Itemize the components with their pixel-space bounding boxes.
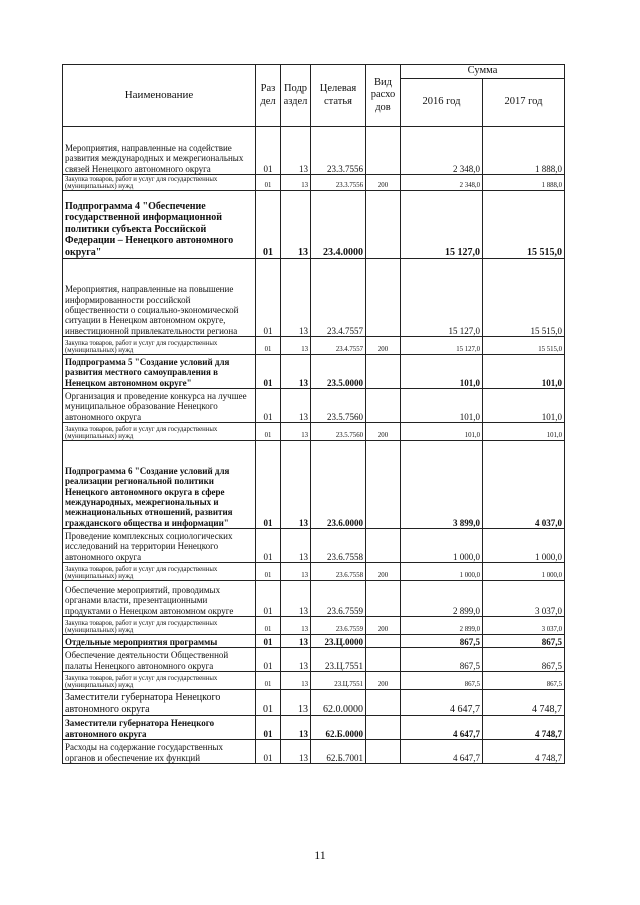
row-name: Закупка товаров, работ и услуг для государственных (муниципальных) нужд bbox=[63, 563, 256, 581]
row-value-2017: 4 748,7 bbox=[483, 740, 565, 764]
row-target: 23.3.7556 bbox=[311, 175, 366, 191]
row-razdel: 01 bbox=[256, 716, 281, 740]
row-podrazdel: 13 bbox=[281, 581, 311, 617]
row-value-2017: 101,0 bbox=[483, 423, 565, 441]
row-value-2017: 867,5 bbox=[483, 672, 565, 690]
row-podrazdel: 13 bbox=[281, 355, 311, 389]
row-value-2016: 4 647,7 bbox=[401, 740, 483, 764]
row-vid bbox=[366, 441, 401, 529]
table-row bbox=[63, 635, 565, 648]
row-value-2016: 15 127,0 bbox=[401, 191, 483, 259]
table-row bbox=[63, 423, 565, 441]
table-row bbox=[63, 389, 565, 423]
row-value-2017: 101,0 bbox=[483, 389, 565, 423]
row-name: Мероприятия, направленные на содействие развития международных и межрегиональных связей Ненецкого автономного округа bbox=[63, 127, 256, 175]
row-vid bbox=[366, 529, 401, 563]
row-razdel: 01 bbox=[256, 635, 281, 648]
row-target: 62.0.0000 bbox=[311, 690, 366, 716]
row-podrazdel: 13 bbox=[281, 175, 311, 191]
row-target: 23.Ц.0000 bbox=[311, 635, 366, 648]
row-value-2016: 4 647,7 bbox=[401, 716, 483, 740]
row-target: 23.4.7557 bbox=[311, 259, 366, 337]
row-podrazdel: 13 bbox=[281, 648, 311, 672]
row-name: Закупка товаров, работ и услуг для государственных (муниципальных) нужд bbox=[63, 672, 256, 690]
row-value-2016: 101,0 bbox=[401, 389, 483, 423]
row-value-2016: 1 000,0 bbox=[401, 529, 483, 563]
row-razdel: 01 bbox=[256, 127, 281, 175]
row-target: 23.6.7558 bbox=[311, 563, 366, 581]
row-value-2016: 867,5 bbox=[401, 648, 483, 672]
row-value-2016: 2 348,0 bbox=[401, 127, 483, 175]
row-value-2016: 15 127,0 bbox=[401, 259, 483, 337]
row-razdel: 01 bbox=[256, 672, 281, 690]
row-value-2017: 867,5 bbox=[483, 635, 565, 648]
row-value-2017: 1 888,0 bbox=[483, 127, 565, 175]
row-name: Подпрограмма 4 "Обеспечение государственной информационной политики субъекта Российской Федерации – Ненецкого автономного округа" bbox=[63, 191, 256, 259]
row-value-2017: 867,5 bbox=[483, 648, 565, 672]
row-vid bbox=[366, 690, 401, 716]
row-name: Заместители губернатора Ненецкого автономного округа bbox=[63, 716, 256, 740]
row-podrazdel: 13 bbox=[281, 690, 311, 716]
row-razdel: 01 bbox=[256, 355, 281, 389]
row-name: Обеспечение мероприятий, проводимых органами власти, презентационными продуктами о Ненецком автономном округе bbox=[63, 581, 256, 617]
row-value-2017: 3 037,0 bbox=[483, 581, 565, 617]
row-podrazdel: 13 bbox=[281, 191, 311, 259]
row-target: 23.Ц.7551 bbox=[311, 648, 366, 672]
row-name: Закупка товаров, работ и услуг для государственных (муниципальных) нужд bbox=[63, 175, 256, 191]
row-name: Закупка товаров, работ и услуг для государственных (муниципальных) нужд bbox=[63, 337, 256, 355]
row-razdel: 01 bbox=[256, 175, 281, 191]
row-podrazdel: 13 bbox=[281, 389, 311, 423]
header-target: Целевая статья bbox=[311, 65, 366, 127]
table-row bbox=[63, 175, 565, 191]
header-razdel: Раз дел bbox=[256, 65, 281, 127]
table-row bbox=[63, 740, 565, 764]
row-razdel: 01 bbox=[256, 617, 281, 635]
row-razdel: 01 bbox=[256, 648, 281, 672]
row-target: 23.Ц.7551 bbox=[311, 672, 366, 690]
row-target: 23.4.0000 bbox=[311, 191, 366, 259]
row-podrazdel: 13 bbox=[281, 635, 311, 648]
row-value-2017: 4 748,7 bbox=[483, 716, 565, 740]
table-row bbox=[63, 617, 565, 635]
header-2017: 2017 год bbox=[483, 79, 565, 127]
row-vid: 200 bbox=[366, 175, 401, 191]
row-name: Закупка товаров, работ и услуг для государственных (муниципальных) нужд bbox=[63, 617, 256, 635]
row-vid: 200 bbox=[366, 563, 401, 581]
header-sum: Сумма bbox=[401, 65, 565, 79]
row-razdel: 01 bbox=[256, 563, 281, 581]
row-value-2016: 4 647,7 bbox=[401, 690, 483, 716]
row-target: 23.4.7557 bbox=[311, 337, 366, 355]
row-value-2016: 101,0 bbox=[401, 423, 483, 441]
table-row bbox=[63, 355, 565, 389]
row-vid: 200 bbox=[366, 423, 401, 441]
row-razdel: 01 bbox=[256, 690, 281, 716]
row-razdel: 01 bbox=[256, 423, 281, 441]
row-razdel: 01 bbox=[256, 337, 281, 355]
header-podrazdel: Подр аздел bbox=[281, 65, 311, 127]
row-value-2016: 101,0 bbox=[401, 355, 483, 389]
row-vid bbox=[366, 740, 401, 764]
row-value-2017: 15 515,0 bbox=[483, 191, 565, 259]
row-vid: 200 bbox=[366, 337, 401, 355]
row-value-2016: 2 348,0 bbox=[401, 175, 483, 191]
row-target: 23.5.0000 bbox=[311, 355, 366, 389]
row-value-2016: 867,5 bbox=[401, 672, 483, 690]
row-vid bbox=[366, 191, 401, 259]
row-value-2017: 15 515,0 bbox=[483, 259, 565, 337]
row-value-2017: 4 037,0 bbox=[483, 441, 565, 529]
row-vid bbox=[366, 259, 401, 337]
table-row bbox=[63, 529, 565, 563]
row-value-2016: 1 000,0 bbox=[401, 563, 483, 581]
row-value-2016: 15 127,0 bbox=[401, 337, 483, 355]
row-podrazdel: 13 bbox=[281, 740, 311, 764]
row-target: 23.5.7560 bbox=[311, 423, 366, 441]
row-podrazdel: 13 bbox=[281, 441, 311, 529]
row-razdel: 01 bbox=[256, 529, 281, 563]
row-name: Закупка товаров, работ и услуг для государственных (муниципальных) нужд bbox=[63, 423, 256, 441]
row-target: 23.3.7556 bbox=[311, 127, 366, 175]
table-row bbox=[63, 441, 565, 529]
table-body bbox=[63, 127, 565, 764]
table-row bbox=[63, 672, 565, 690]
table-row bbox=[63, 648, 565, 672]
row-podrazdel: 13 bbox=[281, 563, 311, 581]
row-podrazdel: 13 bbox=[281, 529, 311, 563]
table-header bbox=[63, 65, 565, 127]
row-name: Подпрограмма 5 "Создание условий для развития местного самоуправления в Ненецком автономном округе" bbox=[63, 355, 256, 389]
row-razdel: 01 bbox=[256, 389, 281, 423]
row-target: 23.6.0000 bbox=[311, 441, 366, 529]
row-vid bbox=[366, 355, 401, 389]
row-razdel: 01 bbox=[256, 259, 281, 337]
row-value-2016: 3 899,0 bbox=[401, 441, 483, 529]
row-vid bbox=[366, 581, 401, 617]
row-podrazdel: 13 bbox=[281, 259, 311, 337]
table-row bbox=[63, 337, 565, 355]
row-podrazdel: 13 bbox=[281, 337, 311, 355]
row-vid bbox=[366, 716, 401, 740]
header-2016: 2016 год bbox=[401, 79, 483, 127]
row-value-2017: 1 888,0 bbox=[483, 175, 565, 191]
budget-table bbox=[62, 64, 565, 764]
page-number: 11 bbox=[314, 848, 326, 862]
table-row bbox=[63, 690, 565, 716]
row-target: 23.6.7559 bbox=[311, 617, 366, 635]
row-name: Отдельные мероприятия программы bbox=[63, 635, 256, 648]
table-row bbox=[63, 127, 565, 175]
row-name: Заместители губернатора Ненецкого автономного округа bbox=[63, 690, 256, 716]
row-podrazdel: 13 bbox=[281, 127, 311, 175]
row-name: Расходы на содержание государственных органов и обеспечение их функций bbox=[63, 740, 256, 764]
row-podrazdel: 13 bbox=[281, 617, 311, 635]
row-vid: 200 bbox=[366, 617, 401, 635]
table-row bbox=[63, 191, 565, 259]
row-razdel: 01 bbox=[256, 441, 281, 529]
table-row bbox=[63, 716, 565, 740]
row-razdel: 01 bbox=[256, 191, 281, 259]
row-value-2016: 2 899,0 bbox=[401, 617, 483, 635]
row-value-2016: 2 899,0 bbox=[401, 581, 483, 617]
row-vid bbox=[366, 648, 401, 672]
row-vid bbox=[366, 389, 401, 423]
row-name: Проведение комплексных социологических исследований на территории Ненецкого автономного округа bbox=[63, 529, 256, 563]
row-value-2017: 15 515,0 bbox=[483, 337, 565, 355]
row-target: 23.5.7560 bbox=[311, 389, 366, 423]
row-value-2017: 1 000,0 bbox=[483, 529, 565, 563]
row-vid: 200 bbox=[366, 672, 401, 690]
row-target: 62.Б.0000 bbox=[311, 716, 366, 740]
row-razdel: 01 bbox=[256, 581, 281, 617]
row-value-2017: 1 000,0 bbox=[483, 563, 565, 581]
row-razdel: 01 bbox=[256, 740, 281, 764]
header-name: Наименование bbox=[63, 65, 256, 127]
row-name: Организация и проведение конкурса на лучшее муниципальное образование Ненецкого автономного округа bbox=[63, 389, 256, 423]
row-target: 23.6.7559 bbox=[311, 581, 366, 617]
row-podrazdel: 13 bbox=[281, 716, 311, 740]
row-value-2017: 101,0 bbox=[483, 355, 565, 389]
row-name: Мероприятия, направленные на повышение информированности российской общественности о социально-экономической ситуации в Ненецком автономном округе, инвестиционной привлекательности региона bbox=[63, 259, 256, 337]
row-podrazdel: 13 bbox=[281, 672, 311, 690]
table-row bbox=[63, 581, 565, 617]
table-row bbox=[63, 563, 565, 581]
table-row bbox=[63, 259, 565, 337]
row-value-2016: 867,5 bbox=[401, 635, 483, 648]
row-name: Обеспечение деятельности Общественной палаты Ненецкого автономного округа bbox=[63, 648, 256, 672]
row-target: 23.6.7558 bbox=[311, 529, 366, 563]
row-vid bbox=[366, 635, 401, 648]
row-value-2017: 3 037,0 bbox=[483, 617, 565, 635]
row-target: 62.Б.7001 bbox=[311, 740, 366, 764]
row-name: Подпрограмма 6 "Создание условий для реализации региональной политики Ненецкого автономного округа в сфере международных, межрегиональных и межнациональных отношений, развития гражданского общества и информации" bbox=[63, 441, 256, 529]
row-vid bbox=[366, 127, 401, 175]
row-value-2017: 4 748,7 bbox=[483, 690, 565, 716]
header-vid: Вид расхо дов bbox=[366, 65, 401, 127]
row-podrazdel: 13 bbox=[281, 423, 311, 441]
